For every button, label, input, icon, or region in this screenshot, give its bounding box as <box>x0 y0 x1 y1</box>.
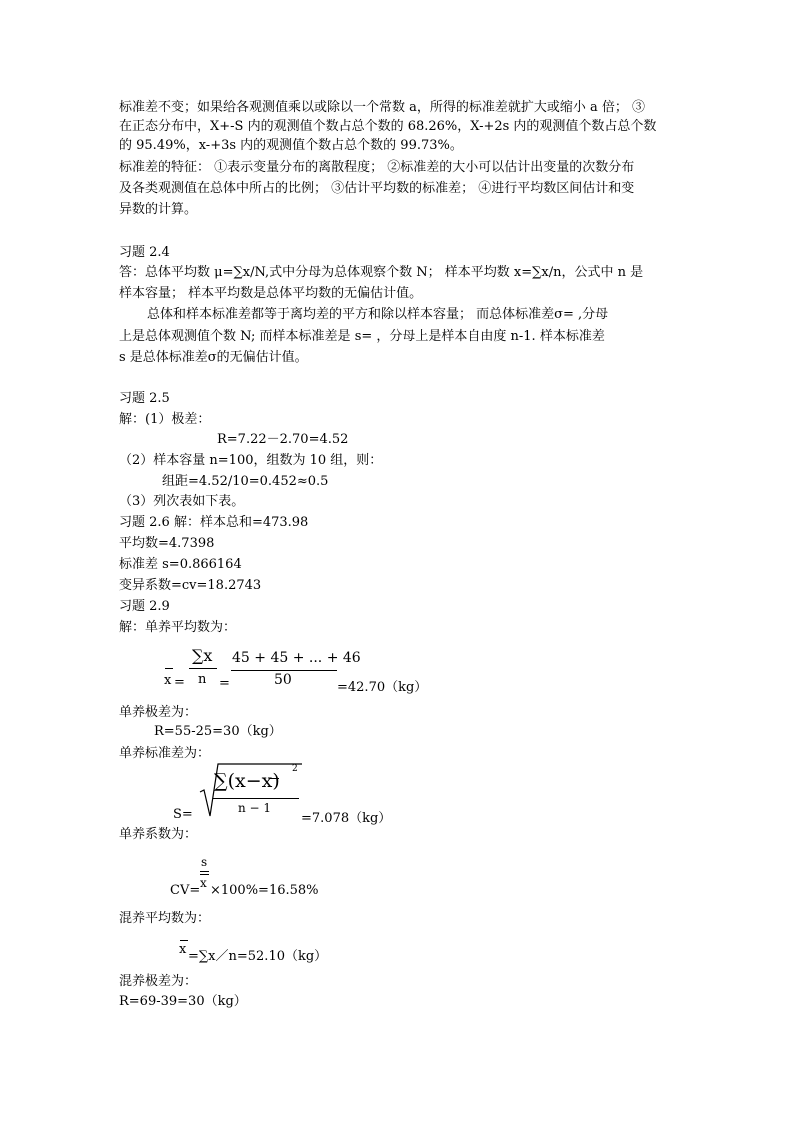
text-line: （3）列次表如下表。 <box>119 494 245 509</box>
text-line: 解：单养平均数为： <box>119 620 237 635</box>
mixed-mean-x: x <box>179 942 187 957</box>
sum-x: ∑x <box>192 646 213 665</box>
text-line: 总体和样本标准差都等于离均差的平方和除以样本容量； 而总体标准差σ= ,分母 <box>147 307 609 322</box>
cv-prefix: CV= <box>170 883 201 898</box>
cv-s: s <box>201 855 208 869</box>
std-prefix: S= <box>173 807 193 822</box>
overline <box>270 778 279 779</box>
text-line: 上是总体观测值个数 N; 而样本标准差是 s= ，分母上是样本自由度 n-1. 样本标准差 <box>119 329 605 344</box>
overline <box>200 874 209 875</box>
mean-symbol: x <box>164 673 172 688</box>
text-line: s 是总体标准差σ的无偏估计值。 <box>119 350 308 365</box>
fraction-bar <box>200 871 209 872</box>
text-line: 异数的计算。 <box>119 202 198 217</box>
text-line: 习题 2.6 解：样本总和=473.98 <box>119 515 309 530</box>
interval-formula: 组距=4.52/10=0.452≈0.5 <box>162 474 329 489</box>
text-line: 混养平均数为： <box>119 911 211 926</box>
std-numerator: ∑(x−x) <box>214 770 280 792</box>
text-line: 样本容量； 样本平均数是总体平均数的无偏估计值。 <box>119 286 423 301</box>
equals-sign: = <box>174 675 185 690</box>
range-formula: R=55-25=30（kg） <box>154 724 282 739</box>
text-line: 单养标准差为： <box>119 746 211 761</box>
mixed-range-formula: R=69-39=30（kg） <box>119 994 247 1009</box>
numerator: 45 + 45 + ... + 46 <box>232 650 361 666</box>
exponent: 2 <box>292 764 298 774</box>
text-line: 变异系数=cv=18.2743 <box>119 578 262 593</box>
mixed-mean-result: =∑x／n=52.10（kg） <box>188 949 328 964</box>
cv-result: ×100%=16.58% <box>210 883 319 898</box>
text-line: 在正态分布中，X+-S 内的观测值个数占总个数的 68.26%，X-+2s 内的观测值个数占总个数 <box>119 119 657 134</box>
text-line: 平均数=4.7398 <box>119 536 215 551</box>
text-line: 标准差的特征： ①表示变量分布的离散程度； ②标准差的大小可以估计出变量的次数分布 <box>119 160 635 175</box>
std-result: =7.078（kg） <box>301 811 392 826</box>
text-line: （2）样本容量 n=100，组数为 10 组，则： <box>119 453 383 468</box>
cv-x: x <box>200 876 207 890</box>
exercise-title: 习题 2.5 <box>119 391 170 406</box>
range-formula: R=7.22－2.70=4.52 <box>217 432 349 447</box>
std-denominator: n − 1 <box>238 801 272 815</box>
text-line: 答：总体平均数 μ=∑x/N,式中分母为总体观察个数 N； 样本平均数 x=∑x/n，公式中 n 是 <box>119 265 644 280</box>
fraction-bar <box>213 798 299 799</box>
text-line: 标准差不变；如果给各观测值乘以或除以一个常数 a，所得的标准差就扩大或缩小 a 倍； ③ <box>119 100 646 115</box>
text-line: 单养系数为： <box>119 827 198 842</box>
equals-sign: = <box>219 676 230 691</box>
text-line: 的 95.49%，x-+3s 内的观测值个数占总个数的 99.73%。 <box>119 138 463 153</box>
exercise-title: 习题 2.4 <box>119 245 170 260</box>
overline <box>180 940 188 941</box>
text-line: 混养极差为： <box>119 974 198 989</box>
text-line: 解：(1）极差： <box>119 412 211 427</box>
fraction-bar <box>189 668 217 669</box>
fraction-bar <box>231 670 337 671</box>
n-symbol: n <box>198 672 207 687</box>
text-line: 及各类观测值在总体中所占的比例； ③估计平均数的标准差； ④进行平均数区间估计和变 <box>119 181 635 196</box>
text-line: 标准差 s=0.866164 <box>119 557 242 572</box>
exercise-title: 习题 2.9 <box>119 599 170 614</box>
mean-result: =42.70（kg） <box>337 680 428 695</box>
text-line: 单养极差为： <box>119 705 198 720</box>
denominator: 50 <box>274 672 292 688</box>
overline <box>165 668 173 669</box>
